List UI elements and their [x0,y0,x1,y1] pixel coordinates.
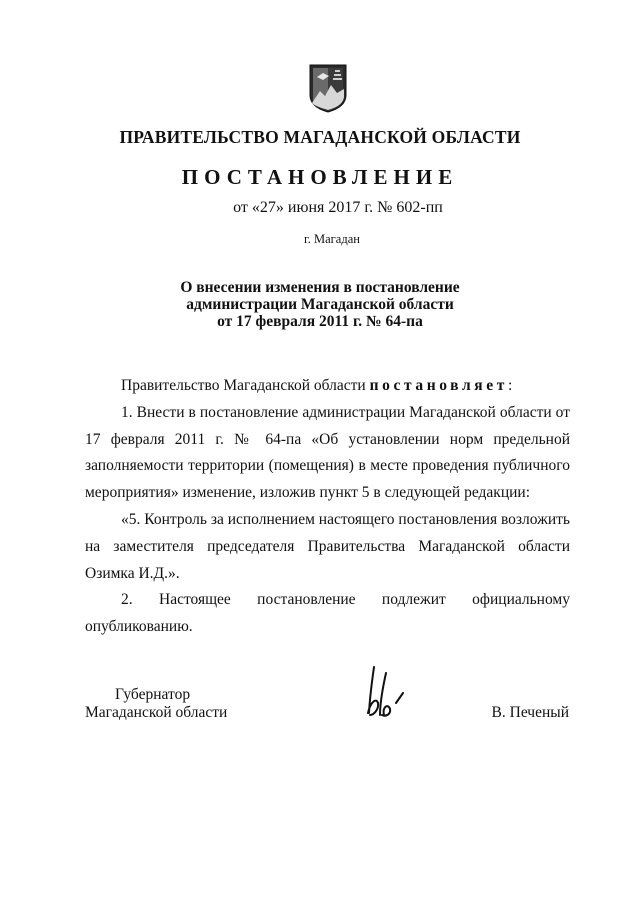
paragraph-quote: «5. Контроль за исполнением настоящего постановления возложить на заместителя председателя Правительства Магаданской области Озимка И.Д.». [85,510,570,582]
subject-line: от 17 февраля 2011 г. № 64-па [217,313,423,330]
paragraph-1: 1. Внести в постановление администрации Магаданской области от 17 февраля 2011 г. № 64-па «Об установлении норм предельной заполняемости территории (помещения) в месте проведения публичного мероприятия» изменение, изложив пункт 5 в следующей редакции: [85,403,570,502]
preamble-colon: : [507,377,513,394]
paragraph-2: 2. Настоящее постановление подлежит официальному опубликованию. [85,591,570,636]
document-body [85,373,570,641]
signatory-position-line1: Губернатор [115,686,191,703]
preamble [85,373,570,400]
document-type: ПОСТАНОВЛЕНИЕ [181,165,459,189]
subject-line: О внесении изменения в постановление [180,279,460,296]
org-title: ПРАВИТЕЛЬСТВО МАГАДАНСКОЙ ОБЛАСТИ [119,127,521,147]
signatory-position [85,686,227,722]
document-date-number: от «27» июня 2017 г. № 602-пп [233,199,443,216]
decree-word: постановляет [369,377,508,394]
city: г. Магадан [304,232,360,246]
signatory-position-line2: Магаданской области [85,704,228,721]
document-subject [0,279,640,330]
signatory-name: В. Печеный [491,704,569,721]
coat-of-arms-icon [307,63,349,113]
preamble-text: Правительство Магаданской области [121,377,366,394]
handwritten-signature [360,663,408,721]
subject-line: администрации Магаданской области [186,296,454,313]
